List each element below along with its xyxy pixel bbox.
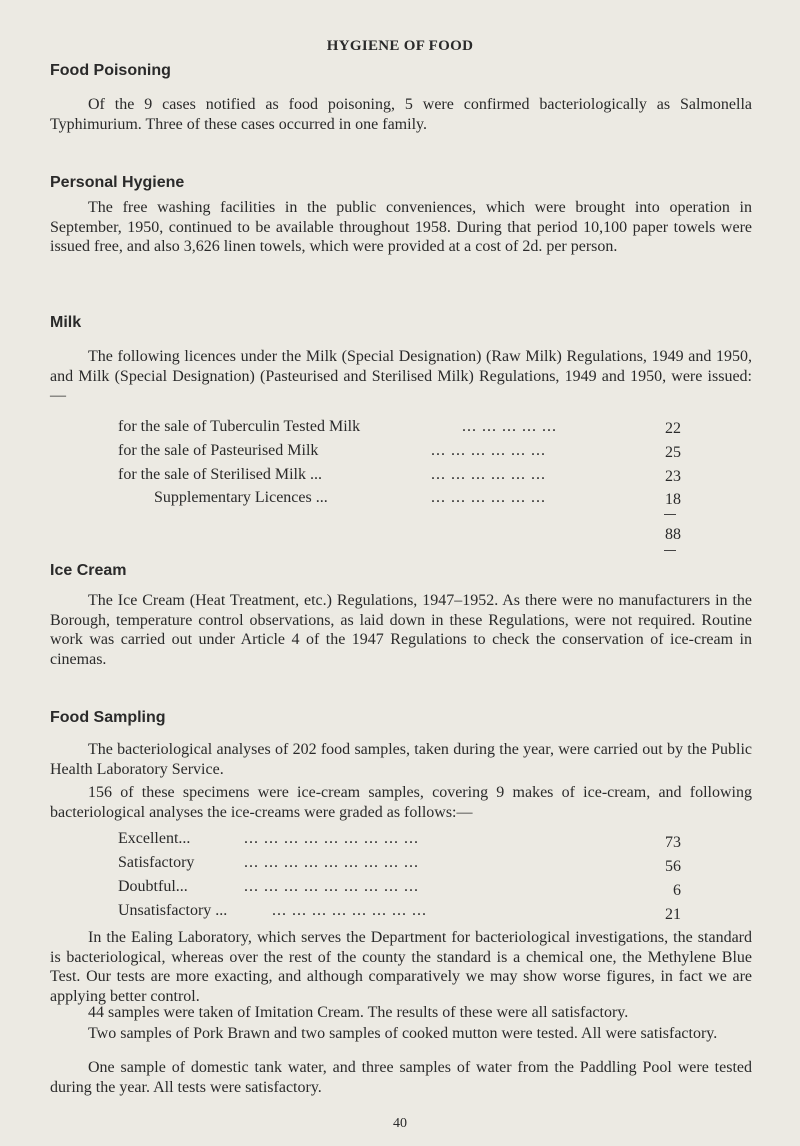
page-title: HYGIENE OF FOOD [326, 38, 474, 54]
grade-row-dots: ... ... ... ... ... ... ... ... ... [244, 854, 419, 871]
milk-row-dots: ... ... ... ... ... ... [431, 489, 546, 506]
milk-heading: Milk [50, 314, 82, 331]
milk-row-label: for the sale of Pasteurised Milk [118, 442, 319, 459]
grade-row-dots: ... ... ... ... ... ... ... ... ... [244, 830, 419, 847]
personal-hygiene-paragraph: The free washing facilities in the public conveniences, which were brought into operation in September, 1950, continued to be available throughout 1958. During that period 10,100 paper towels were issued free, and also 3,626 linen towels, which were provided at a cost of 2d. per person. [50, 199, 752, 255]
grade-row-label: Unsatisfactory ... [118, 902, 228, 919]
food-poisoning-paragraph: Of the 9 cases notified as food poisoning, 5 were confirmed bacteriologically as Salmonella Typhimurium. Three of these cases occurred in one family. [50, 96, 752, 133]
food-sampling-paragraph: The bacteriological analyses of 202 food samples, taken during the year, were carried out by the Public Health Laboratory Service. [50, 741, 752, 778]
milk-row-label: for the sale of Sterilised Milk ... [118, 466, 322, 483]
grade-row-value: 6 [673, 882, 681, 899]
total-rule-bottom [664, 550, 676, 551]
milk-paragraph: The following licences under the Milk (Special Designation) (Raw Milk) Regulations, 1949 and 1950, and Milk (Special Designation) (Pasteurised and Sterilised Milk) Regulations, 1949 and 1950, were issued:— [50, 348, 752, 404]
food-poisoning-heading: Food Poisoning [50, 62, 171, 79]
milk-row-dots: ... ... ... ... ... ... [431, 466, 546, 483]
food-sampling-paragraph: 156 of these specimens were ice-cream samples, covering 9 makes of ice-cream, and following bacteriological analyses the ice-creams were graded as follows:— [50, 784, 752, 821]
milk-row-value: 18 [665, 491, 681, 508]
milk-row-value: 22 [665, 420, 681, 437]
milk-row-value: 23 [665, 468, 681, 485]
ice-cream-heading: Ice Cream [50, 562, 127, 579]
grade-row-value: 21 [665, 906, 681, 923]
milk-row-dots: ... ... ... ... ... [462, 418, 557, 435]
milk-row-value: 25 [665, 444, 681, 461]
grade-row-value: 73 [665, 834, 681, 851]
total-rule-top [664, 514, 676, 515]
food-sampling-paragraph: In the Ealing Laboratory, which serves the Department for bacteriological investigations, the standard is bacteriological, whereas over the rest of the county the standard is a chemical one, the Methylene Blue Test. Our tests are more exacting, and although comparatively we may show worse figures, in fact we are applying better control. [50, 929, 752, 1005]
milk-total: 88 [665, 526, 681, 543]
grade-row-dots: ... ... ... ... ... ... ... ... ... [244, 878, 419, 895]
page-number: 40 [393, 1116, 407, 1131]
milk-row-label: for the sale of Tuberculin Tested Milk [118, 418, 361, 435]
grade-row-value: 56 [665, 858, 681, 875]
food-sampling-heading: Food Sampling [50, 709, 166, 726]
grade-row-label: Satisfactory [118, 854, 195, 871]
ice-cream-paragraph: The Ice Cream (Heat Treatment, etc.) Regulations, 1947–1952. As there were no manufacturers in the Borough, temperature control observations, as laid down in these Regulations, were not required. Routine work was carried out under Article 4 of the 1947 Regulations to check the conservation of ice-cream in cinemas. [50, 592, 752, 668]
food-sampling-paragraph: One sample of domestic tank water, and three samples of water from the Paddling Pool were tested during the year. All tests were satisfactory. [50, 1059, 752, 1096]
grade-row-dots: ... ... ... ... ... ... ... ... [272, 902, 427, 919]
food-sampling-paragraph: 44 samples were taken of Imitation Cream. The results of these were all satisfactory. [88, 1004, 629, 1021]
grade-row-label: Doubtful... [118, 878, 188, 895]
milk-row-label: Supplementary Licences ... [154, 489, 328, 506]
milk-row-dots: ... ... ... ... ... ... [431, 442, 546, 459]
personal-hygiene-heading: Personal Hygiene [50, 174, 185, 191]
grade-row-label: Excellent... [118, 830, 191, 847]
food-sampling-paragraph: Two samples of Pork Brawn and two samples of cooked mutton were tested. All were satisfactory. [88, 1025, 718, 1042]
